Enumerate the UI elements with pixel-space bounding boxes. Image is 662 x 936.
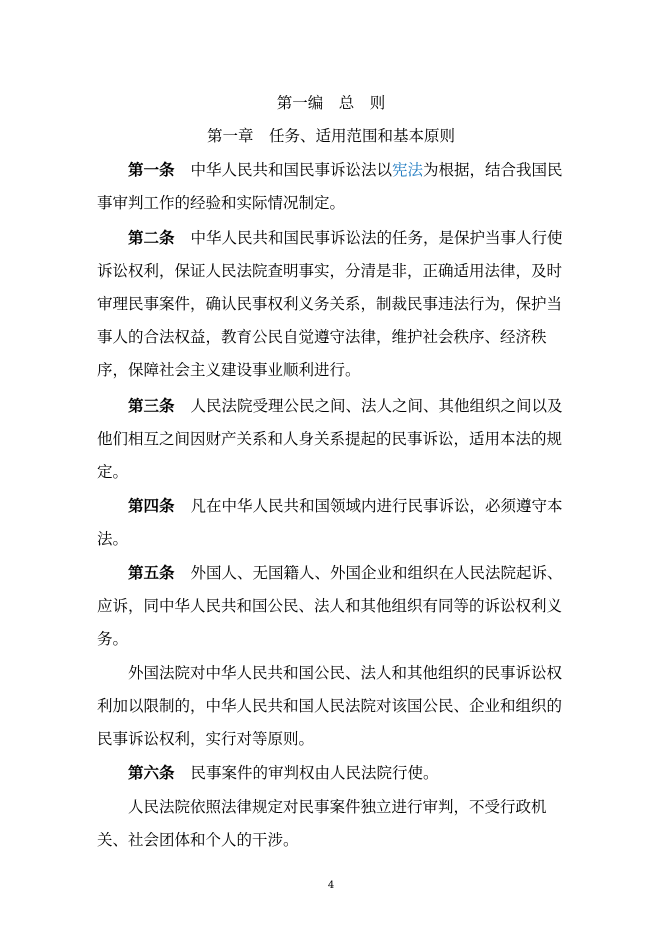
article-5-text: 外国人、无国籍人、外国企业和组织在人民法院起诉、 [190,564,563,582]
article-5-number: 第五条 [128,563,175,582]
article-1-line-1 [128,159,568,181]
article-2-line-2: 诉讼权利，保证人民法院查明事实，分清是非，正确适用法律，及时 [97,262,563,280]
article-6-para-2-line-1: 人民法院依照法律规定对民事案件独立进行审判，不受行政机 [128,798,547,816]
article-2-line-3: 审理民事案件，确认民事权利义务关系，制裁民事违法行为，保护当 [97,295,563,313]
article-5-line-3: 务。 [97,630,129,648]
article-4-number: 第四条 [128,496,175,515]
article-2-text: 中华人民共和国民事诉讼法的任务，是保护当事人行使 [190,229,563,247]
article-6-line-1 [128,762,568,784]
part-title: 第一编 总 则 [276,94,386,112]
article-5-para-2-line-3: 民事诉讼权利，实行对等原则。 [97,730,315,748]
article-4-line-1 [128,495,568,517]
article-1-text-cont: 为根据，结合我国民 [423,161,563,179]
article-6-para-2-line-2: 关、社会团体和个人的干涉。 [97,831,299,849]
article-5-para-2-line-1: 外国法院对中华人民共和国公民、法人和其他组织的民事诉讼权 [128,664,563,682]
chapter-title: 第一章 任务、适用范围和基本原则 [206,127,455,145]
article-3-number: 第三条 [128,396,175,415]
article-6-number: 第六条 [128,763,175,782]
article-4-line-2: 法。 [97,530,129,548]
article-3-line-3: 定。 [97,463,129,481]
article-6-text: 民事案件的审判权由人民法院行使。 [190,764,439,782]
article-2-line-4: 事人的合法权益，教育公民自觉遵守法律，维护社会秩序、经济秩 [97,328,547,346]
article-2-number: 第二条 [128,228,175,247]
article-1-number: 第一条 [128,160,175,179]
article-5-line-2: 应诉，同中华人民共和国公民、法人和其他组织有同等的诉讼权利义 [97,597,563,615]
article-1-line-2: 事审判工作的经验和实际情况制定。 [97,194,346,212]
constitution-link[interactable]: 宪法 [392,161,424,179]
article-3-line-2: 他们相互之间因财产关系和人身关系提起的民事诉讼，适用本法的规 [97,430,563,448]
article-2-line-5: 序，保障社会主义建设事业顺利进行。 [97,361,361,379]
article-1-text: 中华人民共和国民事诉讼法以 [190,161,393,179]
article-3-line-1 [128,395,568,417]
article-4-text: 凡在中华人民共和国领域内进行民事诉讼，必须遵守本 [190,497,563,515]
article-5-para-2-line-2: 利加以限制的，中华人民共和国人民法院对该国公民、企业和组织的 [97,697,563,715]
article-5-line-1 [128,562,568,584]
page-number: 4 [327,880,335,891]
article-3-text: 人民法院受理公民之间、法人之间、其他组织之间以及 [190,397,563,415]
article-2-line-1 [128,227,568,249]
